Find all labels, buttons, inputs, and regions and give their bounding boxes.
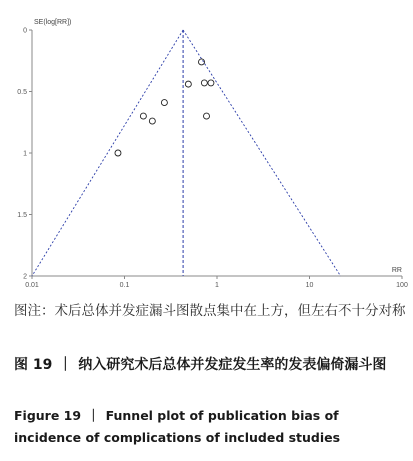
y-tick-label: 1 xyxy=(23,150,27,158)
figure-label-zh: 图 19 xyxy=(14,357,53,373)
caption-separator-zh: ｜ xyxy=(58,357,73,373)
study-point xyxy=(149,118,155,124)
x-tick-label: 0.1 xyxy=(119,282,130,289)
study-point xyxy=(115,150,121,156)
funnel-right-limit xyxy=(183,30,340,276)
y-tick-label: 1.5 xyxy=(17,212,27,219)
y-tick-label: 0 xyxy=(23,27,27,35)
figure-title-en xyxy=(14,405,406,449)
x-tick-label: 0.01 xyxy=(25,282,39,289)
figure-label-en: Figure 19 xyxy=(14,408,82,423)
study-point xyxy=(185,81,191,87)
plot-axes xyxy=(17,28,408,290)
study-point xyxy=(208,80,214,86)
y-tick-label: 2 xyxy=(23,273,27,281)
study-points xyxy=(115,59,214,156)
funnel-left-limit xyxy=(32,30,183,276)
figure-title-en-text: Funnel plot of publication bias of incidence of complications of included studies xyxy=(14,408,341,445)
figure-note: 图注：术后总体并发症漏斗图散点集中在上方，但左右不十分对称 xyxy=(14,303,406,319)
x-tick-label: 1 xyxy=(215,282,219,289)
x-axis-label: RR xyxy=(391,267,402,274)
y-tick-label: 0.5 xyxy=(17,89,27,96)
study-point xyxy=(140,113,146,119)
study-point xyxy=(201,80,207,86)
y-axis-label: SE(log[RR]) xyxy=(34,19,72,26)
x-tick-label: 100 xyxy=(396,282,408,289)
study-point xyxy=(161,100,167,106)
caption-separator-en: ｜ xyxy=(87,408,100,423)
figure-title-zh-text: 纳入研究术后总体并发症发生率的发表偏倚漏斗图 xyxy=(78,357,387,373)
study-point xyxy=(204,113,210,119)
x-tick-label: 10 xyxy=(305,282,314,289)
funnel-lines xyxy=(32,30,341,276)
figure-title-zh xyxy=(14,354,406,376)
